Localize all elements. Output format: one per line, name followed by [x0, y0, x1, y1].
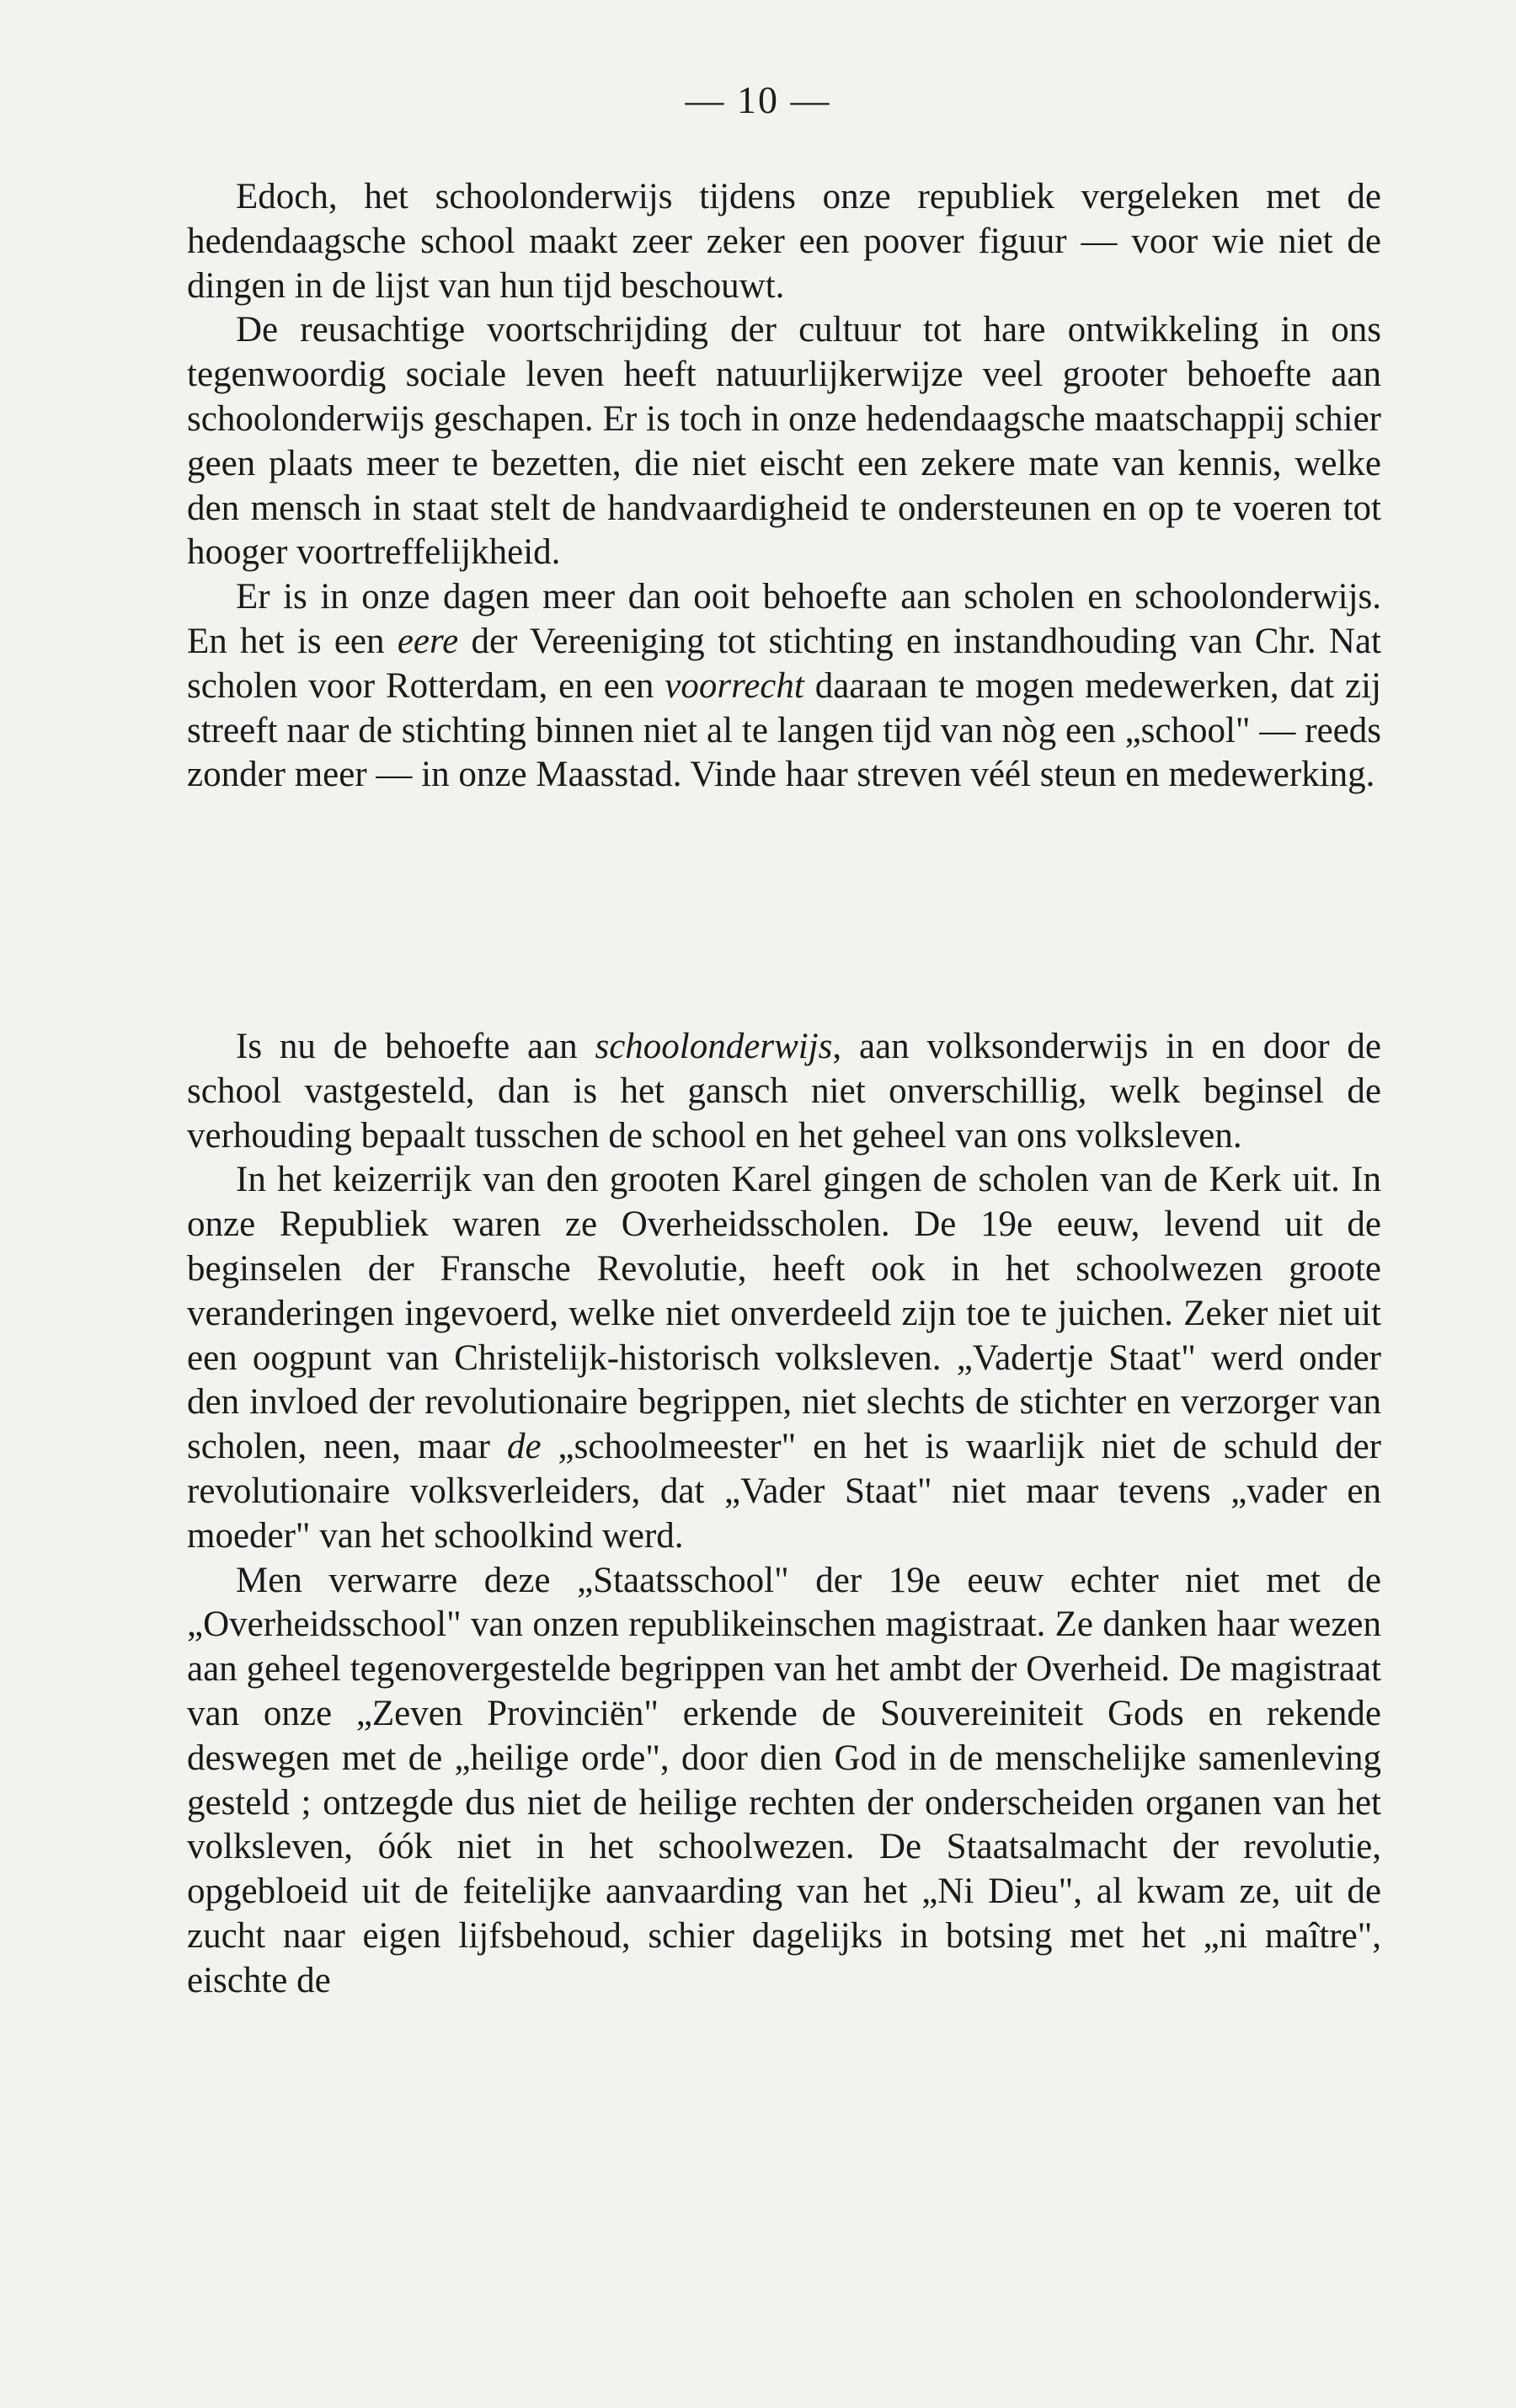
italic-word-voorrecht: voorrecht — [665, 665, 804, 706]
paragraph-text: Er is in onze dagen meer dan ooit behoefte aan scholen en schoolonderwijs. En het is een — [187, 577, 1381, 661]
paragraph-text: daaraan te mogen medewerken, dat zij streeft naar de stichting binnen niet al te langen tijd van nòg een „school" — reeds zonder meer — in onze Maasstad. Vinde haar streven véél steun en medewerking. — [187, 665, 1381, 795]
paragraph-text: der Vereeniging tot stichting en instandhouding van Chr. Nat scholen voor Rotterdam, en een — [187, 621, 1381, 706]
paragraph — [187, 1025, 1381, 1158]
paragraph — [187, 575, 1381, 798]
text-section-2 — [187, 1025, 1381, 2004]
paragraph: De reusachtige voortschrijding der cultuur tot hare ontwikkeling in ons tegenwoordig sociale leven heeft natuurlijkerwijze veel grooter behoefte aan schoolonderwijs geschapen. Er is toch in onze hedendaagsche maatschappij schier geen plaats meer te bezetten, die niet eischt een zekere mate van kennis, welke den mensch in staat stelt de handvaardigheid te ondersteunen en op te voeren tot hooger voortreffelijkheid. — [187, 310, 1381, 573]
text-section-1 — [187, 175, 1381, 798]
paragraph — [187, 1158, 1381, 1558]
paragraph: Edoch, het schoolonderwijs tijdens onze republiek vergeleken met de hedendaagsche school maakt zeer zeker een poover figuur — voor wie niet de dingen in de lijst van hun tijd beschouwt. — [187, 177, 1381, 306]
page-number: — 10 — — [685, 78, 831, 121]
paragraph-text: , aan volksonderwijs in en door de school vastgesteld, dan is het gansch niet onverschillig, welk beginsel de verhouding bepaalt tusschen de school en het geheel van ons volksleven. — [187, 1027, 1381, 1156]
paragraph-text: „schoolmeester" en het is waarlijk niet de schuld der revolutionaire volksverleiders, dat „Vader Staat" niet maar tevens „vader en moeder" van het schoolkind werd. — [187, 1427, 1381, 1556]
paragraph-text: In het keizerrijk van den grooten Karel gingen de scholen van de Kerk uit. In onze Republiek waren ze Overheidsscholen. De 19e eeuw, levend uit de beginselen der Fransche Revolutie, heeft ook in het schoolwezen groote veranderingen ingevoerd, welke niet onverdeeld zijn toe te juichen. Zeker niet uit een oogpunt van Christelijk-historisch volksleven. „Vadertje Staat" werd onder den invloed der revolutionaire begrippen, niet slechts de stichter en verzorger van scholen, neen, maar — [187, 1160, 1381, 1467]
paragraph-text: Is nu de behoefte aan — [236, 1027, 595, 1066]
italic-word-eere: eere — [397, 621, 459, 661]
paragraph: Men verwarre deze „Staatsschool" der 19e eeuw echter niet met de „Overheidsschool" van onzen republikeinschen magistraat. Ze danken haar wezen aan geheel tegenovergestelde begrippen van het ambt der Overheid. De magistraat van onze „Zeven Provinciën" erkende de Souvereiniteit Gods en rekende deswegen met de „heilige orde", door dien God in de menschelijke samenleving gesteld ; ontzegde dus niet de heilige rechten der onderscheiden organen van het volksleven, óók niet in het schoolwezen. De Staatsalmacht der revolutie, opgebloeid uit de feitelijke aanvaarding van het „Ni Dieu", al kwam ze, uit de zucht naar eigen lijfsbehoud, schier dagelijks in botsing met het „ni maître", eischte de — [187, 1560, 1381, 2000]
italic-word-schoolonderwijs: schoolonderwijs — [595, 1027, 833, 1066]
italic-word-de: de — [506, 1427, 542, 1467]
